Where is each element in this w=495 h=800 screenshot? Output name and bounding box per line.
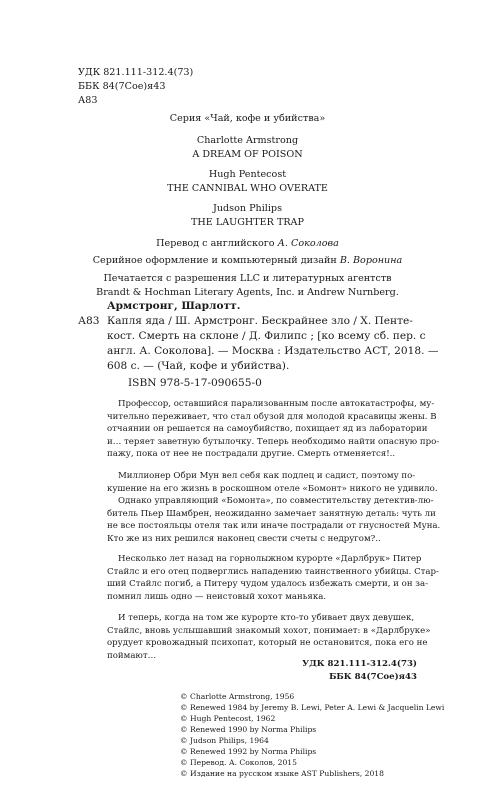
work-author-2: Hugh Pentecost: [208, 169, 287, 180]
annotation-line: Однако управляющий «Бомонта», по совместительству детектив-лю-: [118, 496, 434, 506]
annotation-line: орудует кровожадный психопат, который не остановится, пока его не: [107, 638, 428, 648]
bbk-code-repeat: ББК 84(7Сое)я43: [329, 672, 417, 682]
annotation-line: не все постояльцы отеля так или иначе пострадали от гнусностей Муна.: [107, 521, 441, 531]
design-prefix: Серийное оформление и компьютерный дизайн: [92, 255, 340, 266]
work-author-1: Charlotte Armstrong: [196, 135, 299, 146]
copyright-line: © Renewed 1992 by Norma Philips: [180, 747, 317, 756]
copyright-line: © Charlotte Armstrong, 1956: [180, 692, 295, 701]
udk-code: УДК 821.111-312.4(73): [78, 67, 194, 78]
series-title: Серия «Чай, кофе и убийства»: [169, 113, 326, 124]
copyright-line: © Издание на русском языке AST Publishers, 2018: [180, 769, 384, 778]
annotation-line: Профессор, оставшийся парализованным после автокатастрофы, му-: [118, 399, 435, 409]
udk-code-repeat: УДК 821.111-312.4(73): [302, 659, 417, 669]
annotation-line: кушение на его жизнь в роскошном отеле «Бомонт» никого не удивило.: [107, 483, 438, 494]
annotation-line: Кто же из них решился наконец свести счеты с недругом?..: [107, 533, 381, 544]
copyright-line: © Renewed 1990 by Norma Philips: [180, 725, 317, 734]
bbk-code: ББК 84(7Сое)я43: [78, 81, 166, 92]
annotation-line: чительно переживает, что стал обузой для молодой красавицы жены. В: [107, 411, 437, 422]
work-title-1: A DREAM OF POISON: [192, 149, 303, 160]
annotation-line: ший Стайлс погиб, а Питеру чудом удалось избежать смерти, и он за-: [107, 579, 428, 589]
annotation-line: И теперь, когда на том же курорте кто-то убивает двух девушек,: [118, 613, 415, 623]
annotation-line: Стайлс, вновь услышавший знакомый хохот, понимает: в «Дарлбруке»: [107, 625, 431, 636]
translation-credit: [0, 237, 495, 251]
biblio-line: Капля яда / Ш. Армстронг. Бескрайнее зло / Х. Пенте-: [107, 315, 413, 327]
annotation-line: и… теряет заветную бутылочку. Теперь необходимо найти опасную про-: [107, 436, 440, 447]
copyright-line: © Renewed 1984 by Jeremy B. Lewi, Peter A. Lewi & Jacquelin Lewi: [180, 703, 445, 712]
biblio-line: англ. А. Соколова]. — Москва : Издательство АСТ, 2018. —: [107, 345, 439, 357]
biblio-line: кост. Смерть на склоне / Д. Филипс ; [ко всему сб. пер. с: [107, 330, 426, 342]
annotation-line: Стайлс и его отец подверглись нападению таинственного убийцы. Стар-: [107, 566, 439, 577]
copyright-line: © Judson Philips, 1964: [180, 736, 269, 745]
annotation-line: Миллионер Обри Мун вел себя как подлец и садист, поэтому по-: [118, 471, 416, 481]
copyright-line: © Hugh Pentecost, 1962: [180, 714, 276, 723]
author-mark: А83: [78, 95, 98, 106]
translation-prefix: Перевод с английского: [156, 238, 278, 249]
permission-line-2: Brandt & Hochman Literary Agents, Inc. и Andrew Nurnberg.: [96, 287, 399, 298]
annotation-line: отчаянии он решается на самоубийство, похищает яд из лаборатории: [107, 424, 428, 434]
annotation-line: пажу, пока от нее не пострадали другие. Смерть отменяется!..: [107, 449, 396, 459]
biblio-heading: Армстронг, Шарлотт.: [107, 300, 241, 312]
translator-name: А. Соколова: [277, 238, 339, 249]
work-title-3: THE LAUGHTER TRAP: [191, 217, 304, 228]
annotation-line: Несколько лет назад на горнолыжном курорте «Дарлбрук» Питер: [118, 554, 422, 564]
design-credit: [0, 254, 495, 268]
annotation-line: помнил лишь одно — неистовый хохот маньяка.: [107, 591, 327, 602]
biblio-line: 608 с. — (Чай, кофе и убийства).: [107, 360, 290, 372]
work-title-2: THE CANNIBAL WHO OVERATE: [167, 183, 328, 194]
annotation-line: битель Пьер Шамбрен, неожиданно замечает занятную деталь: чуть ли: [107, 508, 436, 519]
work-author-3: Judson Philips: [213, 203, 282, 214]
annotation-line: поймают…: [107, 650, 157, 661]
biblio-mark: А83: [78, 315, 100, 327]
copyright-line: © Перевод. А. Соколов, 2015: [180, 758, 297, 767]
permission-line-1: Печатается с разрешения LLC и литературных агентств: [103, 273, 392, 284]
designer-name: В. Воронина: [339, 255, 403, 266]
isbn: ISBN 978-5-17-090655-0: [128, 377, 262, 389]
